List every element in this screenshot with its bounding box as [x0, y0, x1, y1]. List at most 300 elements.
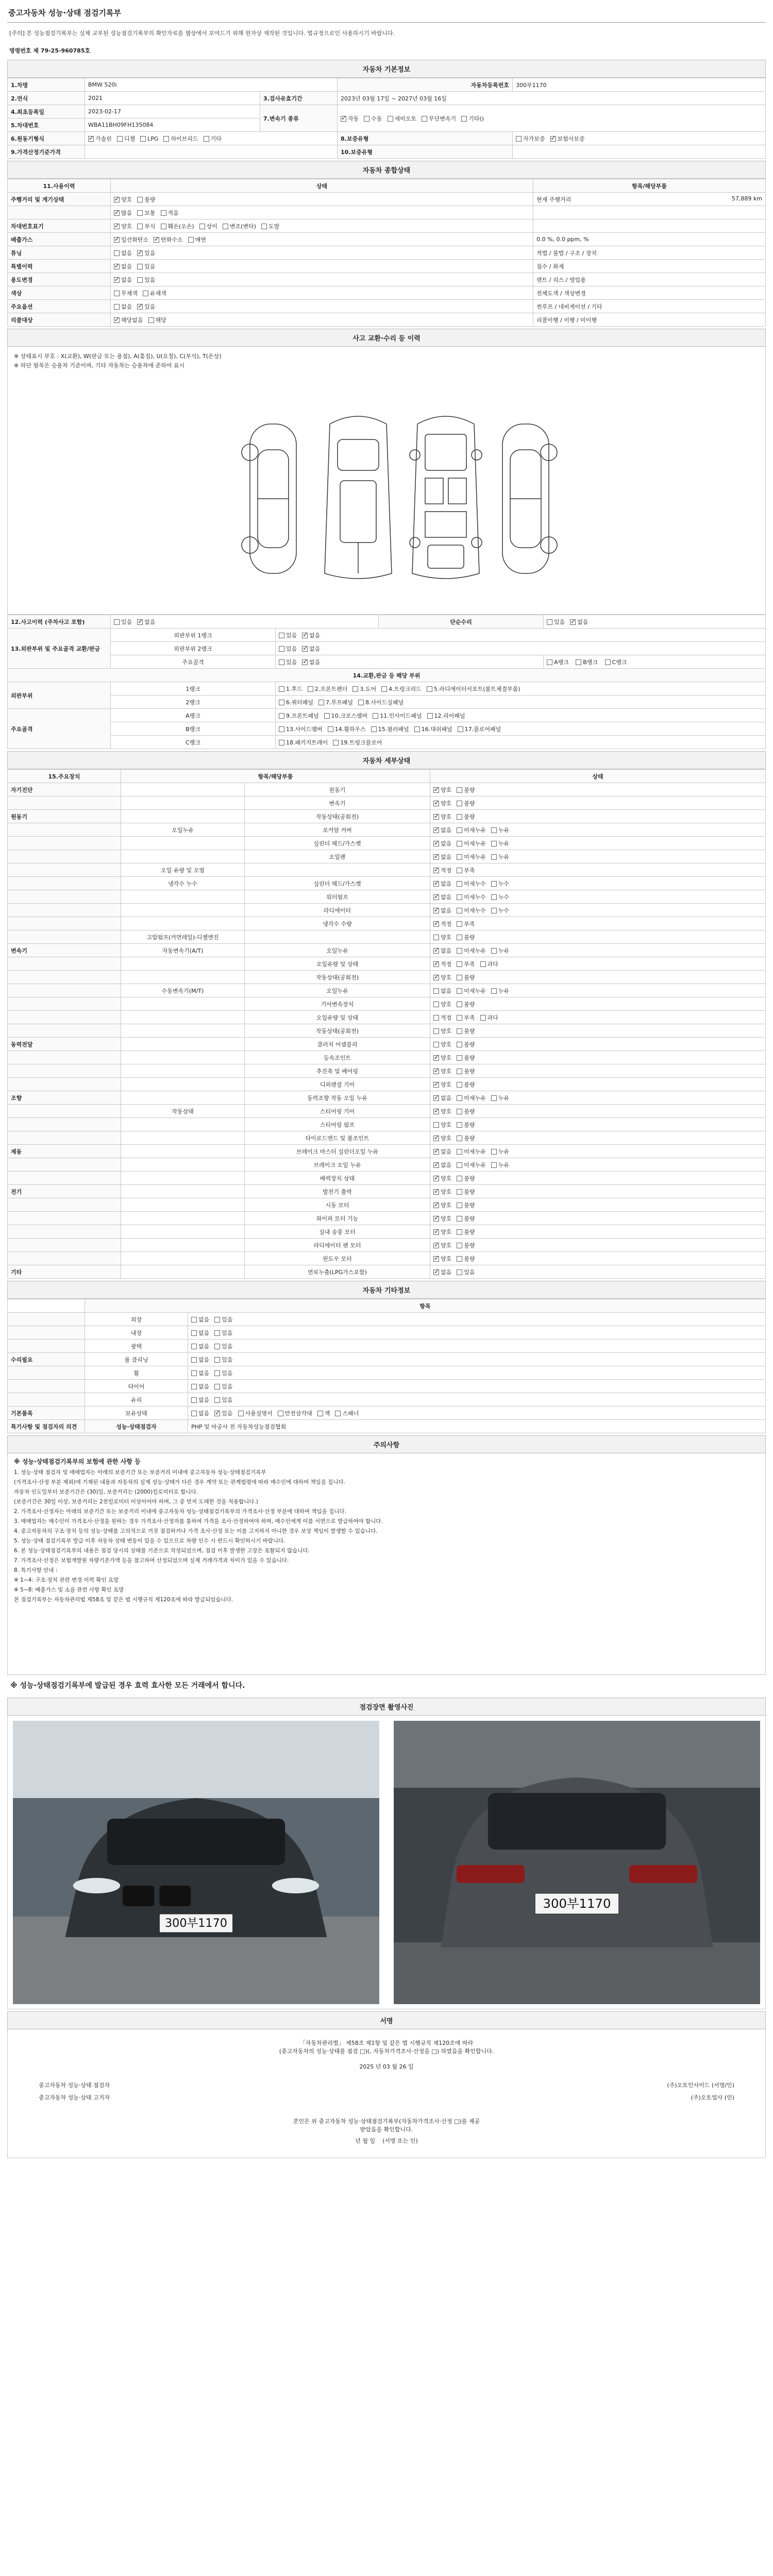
- detail-subgroup: [121, 1239, 245, 1252]
- detail-group: [8, 917, 121, 930]
- accident-history-options-option-label: 없음: [144, 618, 156, 625]
- detail-group: [8, 877, 121, 890]
- status-option: [114, 195, 132, 204]
- detail-row: [8, 1145, 766, 1158]
- checkbox-icon: [457, 1216, 462, 1222]
- checkbox-icon: [199, 224, 205, 229]
- transmission-options-option: [388, 114, 417, 123]
- appraiser-label: 중고자동차 성능·상태 고지자: [39, 2094, 110, 2101]
- detail-row: [8, 957, 766, 971]
- checkbox-icon: [433, 975, 439, 980]
- extra-item: 보유상태: [85, 1406, 188, 1420]
- caution-line: 4. 중고자동차의 구조·장치 등의 성능·상태를 고의적으로 거짓 점검하거나 가격 조사·산정 또는 이를 고지하지 아니한 경우 보상 책임이 발생할 수 있습니다.: [14, 1528, 378, 1534]
- other-option-label: 없음: [198, 1343, 210, 1350]
- detail-option-label: 미세누유: [464, 853, 486, 860]
- detail-group: [8, 1212, 121, 1225]
- detail-option: [433, 987, 451, 995]
- detail-subgroup: 수동변속기(M/T): [121, 984, 245, 997]
- first-reg-value: 2023-02-17: [85, 105, 260, 118]
- usage-value: [513, 145, 766, 159]
- checkbox-icon: [302, 659, 308, 665]
- detail-option: [457, 920, 475, 928]
- status-row: [8, 233, 766, 246]
- detail-row: [8, 1051, 766, 1064]
- caution-header: 주의사항: [7, 1435, 766, 1453]
- frame-parts-label: 주요골격: [8, 709, 111, 749]
- part-option-label: 9.프론트패널: [286, 712, 319, 719]
- warranty-options-option: [516, 134, 545, 143]
- rank-a-label: A랭크: [554, 658, 569, 666]
- detail-subgroup: 냉각수 누수: [121, 877, 245, 890]
- detail-group: 조향: [8, 1091, 121, 1105]
- transmission-options: [338, 105, 766, 132]
- detail-option-label: 양호: [441, 1081, 452, 1088]
- detail-item: 라디에이터: [245, 904, 430, 917]
- detail-row: [8, 1091, 766, 1105]
- detail-options: [430, 850, 766, 863]
- detail-option-label: 누유: [498, 840, 510, 847]
- detail-item: 클러치 어셈블리: [245, 1038, 430, 1051]
- checkbox-icon: [457, 1176, 462, 1181]
- detail-option: [457, 1107, 475, 1115]
- detail-option-label: 없음: [441, 1148, 452, 1155]
- detail-option: [457, 1094, 486, 1102]
- checkbox-icon: [433, 935, 439, 940]
- part-option: [381, 685, 422, 693]
- detail-subgroup: [121, 1212, 245, 1225]
- simple-repair-options: [544, 615, 766, 629]
- detail-option-label: 양호: [441, 1175, 452, 1182]
- checkbox-icon: [433, 868, 439, 873]
- detail-option-label: 양호: [441, 974, 452, 981]
- detail-item: 변속기: [245, 796, 430, 810]
- checkbox-icon: [570, 619, 576, 625]
- detail-group: [8, 823, 121, 837]
- checkbox-icon: [491, 1162, 497, 1168]
- status-row-options: [111, 206, 533, 219]
- status-option-label: 해당없음: [121, 316, 143, 324]
- detail-group: [8, 1011, 121, 1024]
- detail-row: [8, 1024, 766, 1038]
- status-option-label: 있음: [144, 276, 156, 283]
- detail-options: [430, 1091, 766, 1105]
- sign-header: 서명: [7, 2011, 766, 2029]
- detail-option-label: 불량: [464, 1228, 475, 1235]
- sign-parties: [39, 2081, 734, 2102]
- detail-option-label: 양호: [441, 1228, 452, 1235]
- detail-option: [433, 1040, 451, 1048]
- detail-option-label: 있음: [464, 1268, 475, 1276]
- detail-option-label: 양호: [441, 1067, 452, 1075]
- detail-row: [8, 1078, 766, 1091]
- status-row-note: [533, 273, 766, 286]
- detail-group: [8, 863, 121, 877]
- status-option: [137, 222, 155, 230]
- part-option: [427, 711, 465, 720]
- bottom-warning: ※ 성능·상태점검기록부에 발급된 경우 효력 효사한 모든 거래에서 합니다.: [10, 1682, 245, 1690]
- detail-item: 오일유량 및 상태: [245, 1011, 430, 1024]
- part-option-label: 17.플로어패널: [464, 725, 501, 733]
- checkbox-icon: [491, 948, 497, 954]
- front-inspection-photo: [13, 1721, 379, 2004]
- checkbox-icon: [457, 975, 462, 980]
- detail-options: [430, 1038, 766, 1051]
- checkbox-icon: [433, 1256, 439, 1262]
- detail-option-label: 누유: [498, 1148, 510, 1155]
- confirm-line-2: 받았음을 확인합니다.: [360, 2126, 413, 2133]
- detail-option: [457, 812, 475, 821]
- other-options: [188, 1393, 766, 1406]
- detail-subgroup: [121, 957, 245, 971]
- detail-option-label: 양호: [441, 1108, 452, 1115]
- detail-options: [430, 1051, 766, 1064]
- checkbox-icon: [88, 136, 94, 142]
- detail-options: [430, 1078, 766, 1091]
- checkbox-icon: [433, 1095, 439, 1101]
- part-option: [458, 725, 501, 733]
- status-option-label: 없음: [121, 303, 132, 310]
- part-option-label: 15.필러패널: [378, 725, 409, 733]
- detail-row: [8, 1198, 766, 1212]
- status-option: [137, 276, 155, 284]
- detail-group: [8, 1131, 121, 1145]
- part-option-label: 12.리어패널: [434, 712, 465, 719]
- checkbox-icon: [161, 210, 166, 216]
- detail-option: [491, 1094, 509, 1102]
- other-options: [188, 1353, 766, 1366]
- detail-options: [430, 971, 766, 984]
- detail-option-label: 미세누유: [464, 1148, 486, 1155]
- detail-option-label: 없음: [441, 853, 452, 860]
- status-option: [114, 235, 148, 244]
- detail-subgroup: [121, 1198, 245, 1212]
- detail-item: 등속조인트: [245, 1051, 430, 1064]
- detail-option-label: 누수: [498, 907, 510, 914]
- status-row-options: [111, 286, 533, 300]
- perf-value-1: PHP 및 마공사: [191, 1423, 230, 1430]
- frame-item-options-option: [302, 658, 320, 666]
- status-option-label: 탄화수소: [161, 236, 183, 243]
- detail-option: [433, 799, 451, 807]
- price-label: 9.가격산정기준가격: [8, 145, 85, 159]
- checkbox-icon: [114, 619, 120, 625]
- checkbox-icon: [457, 908, 462, 913]
- checkbox-icon: [457, 1095, 462, 1101]
- checkbox-icon: [328, 726, 333, 732]
- status-row-note: [533, 219, 766, 233]
- part-option: [358, 698, 404, 706]
- detail-subgroup: [121, 1131, 245, 1145]
- detail-subgroup: [121, 1265, 245, 1279]
- other-rows: [8, 1313, 766, 1406]
- detail-option: [457, 866, 475, 874]
- detail-option-label: 미세누수: [464, 893, 486, 901]
- transmission-options-option-label: 세미오토: [394, 115, 417, 122]
- fuel-options-option: [117, 134, 135, 143]
- part-option: [279, 698, 313, 706]
- detail-subgroup: [121, 1158, 245, 1172]
- checkbox-icon: [433, 1028, 439, 1034]
- checkbox-icon: [457, 1028, 462, 1034]
- status-option-label: 있음: [144, 303, 156, 310]
- detail-row: [8, 823, 766, 837]
- detail-row: [8, 1011, 766, 1024]
- status-option: [114, 302, 132, 311]
- other-option-label: 있음: [222, 1356, 233, 1363]
- status-option: [137, 249, 155, 257]
- detail-option: [433, 906, 451, 914]
- detail-option: [457, 960, 475, 968]
- detail-row: [8, 783, 766, 796]
- outer-rank1-label: 외판부위 1랭크: [111, 629, 276, 642]
- detail-options: [430, 1011, 766, 1024]
- detail-option: [457, 1214, 475, 1223]
- other-option-label: 없음: [198, 1316, 210, 1323]
- detail-option: [457, 799, 475, 807]
- detail-options: [430, 810, 766, 823]
- detail-subgroup: [121, 1091, 245, 1105]
- part-option: [371, 725, 409, 733]
- buyer-confirm: [8, 2117, 765, 2145]
- status-col-state: 상태: [111, 179, 533, 193]
- status-option-label: 부식: [144, 223, 156, 230]
- caution-line: (가격조사·산정 부분 제외)에 기재된 내용과 자동차의 실제 성능·상태가 다른 경우 계약 또는 관계법령에 따라 매수인에 대하여 책임을 집니다.: [14, 1479, 345, 1485]
- other-option: [214, 1342, 232, 1350]
- other-option: [214, 1369, 232, 1377]
- basic-info-header: 자동차 기본정보: [7, 60, 766, 78]
- detail-group: 원동기: [8, 810, 121, 823]
- checkbox-icon: [433, 1162, 439, 1168]
- detail-options: [430, 783, 766, 796]
- checkbox-icon: [457, 988, 462, 994]
- status-note-text: 적법 / 불법 / 구조 / 장치: [536, 249, 597, 257]
- detail-options: [430, 944, 766, 957]
- checkbox-icon: [335, 1411, 341, 1416]
- detail-group: [8, 1158, 121, 1172]
- checkbox-icon: [137, 224, 143, 229]
- status-option-label: 불량: [144, 196, 156, 203]
- checkbox-icon: [223, 224, 228, 229]
- detail-options: [430, 1185, 766, 1198]
- checkbox-icon: [279, 700, 284, 705]
- status-row-label: 리콜대상: [8, 313, 111, 327]
- part-option: [279, 711, 319, 720]
- detail-option: [491, 839, 509, 848]
- simple-repair-options-option-label: 없음: [577, 618, 589, 625]
- part-option: [308, 685, 348, 693]
- status-option-label: 매연: [195, 236, 206, 243]
- part-option-label: 8.사이드실패널: [365, 699, 404, 706]
- checkbox-icon: [457, 1162, 462, 1168]
- detail-option-label: 없음: [441, 893, 452, 901]
- parts-rank2-label: 2랭크: [111, 696, 276, 709]
- other-group: [8, 1340, 85, 1353]
- transmission-options-option-label: 수동: [371, 115, 382, 122]
- buyer-date: 년 월 일: [355, 2138, 376, 2144]
- part-option-label: 16.대쉬패널: [421, 725, 452, 733]
- diagram-legend: [8, 347, 765, 376]
- fuel-options-option-label: LPG: [147, 135, 159, 142]
- checkbox-icon: [238, 1411, 244, 1416]
- detail-subgroup: [121, 904, 245, 917]
- usage-label: 10.보증유형: [338, 145, 513, 159]
- detail-group: [8, 890, 121, 904]
- checkbox-icon: [491, 908, 497, 913]
- detail-option-label: 양호: [441, 1134, 452, 1142]
- other-item: 휠: [85, 1366, 188, 1380]
- detail-options: [430, 1198, 766, 1212]
- other-option: [191, 1369, 209, 1377]
- status-option-label: 없음: [121, 276, 132, 283]
- detail-option: [491, 987, 509, 995]
- checkbox-icon: [191, 1317, 197, 1323]
- detail-option-label: 불량: [464, 1041, 475, 1048]
- other-option-label: 있음: [222, 1316, 233, 1323]
- detail-options: [430, 796, 766, 810]
- other-row: [8, 1313, 766, 1326]
- status-row-note: [533, 246, 766, 260]
- checkbox-icon: [422, 116, 427, 122]
- detail-item: 시동 모터: [245, 1198, 430, 1212]
- checkbox-icon: [427, 713, 433, 719]
- rank-b-checkbox: [576, 659, 581, 665]
- fuel-options-option: [140, 135, 158, 142]
- photos-area: [7, 1716, 766, 2009]
- fuel-label: 6.원동기형식: [8, 132, 85, 145]
- checkbox-icon: [457, 1055, 462, 1061]
- outer-rank1-options-option-label: 있음: [286, 632, 297, 639]
- status-row-label: 배출가스: [8, 233, 111, 246]
- detail-option-label: 적정: [441, 920, 452, 927]
- checkbox-icon: [433, 1109, 439, 1114]
- detail-option: [433, 933, 451, 941]
- other-group: [8, 1393, 85, 1406]
- detail-row: [8, 1225, 766, 1239]
- detail-option: [491, 1147, 509, 1156]
- detail-subgroup: [121, 1252, 245, 1265]
- perf-checker-label: 성능·상태점검자: [85, 1420, 188, 1433]
- checkbox-icon: [457, 961, 462, 967]
- other-option-label: 없음: [198, 1356, 210, 1363]
- detail-table: [7, 769, 766, 1279]
- detail-options: [430, 1265, 766, 1279]
- checkbox-icon: [457, 801, 462, 806]
- parts-rank1-list: [276, 682, 766, 696]
- detail-option: [457, 987, 486, 995]
- other-option: [214, 1382, 232, 1391]
- detail-option: [457, 1241, 475, 1249]
- other-row: [8, 1380, 766, 1393]
- detail-option: [491, 826, 509, 834]
- detail-option: [433, 786, 451, 794]
- detail-options: [430, 1064, 766, 1078]
- first-reg-label: 4.최초등록일: [8, 105, 85, 118]
- checkbox-icon: [433, 1042, 439, 1047]
- accident-header: 사고 교환·수리 등 이력: [7, 329, 766, 347]
- detail-item: 작동상태(공회전): [245, 1024, 430, 1038]
- detail-option: [457, 826, 486, 834]
- warranty-options-option: [550, 134, 585, 143]
- extra-options-option-label: 스패너: [342, 1410, 359, 1417]
- detail-group: 기타: [8, 1265, 121, 1279]
- other-item: 룸 클리닝: [85, 1353, 188, 1366]
- detail-row: [8, 863, 766, 877]
- other-row: [8, 1340, 766, 1353]
- detail-option-label: 불량: [464, 1081, 475, 1088]
- detail-options: [430, 997, 766, 1011]
- frame-item-options-option-label: 없음: [309, 658, 321, 666]
- detail-row: [8, 1239, 766, 1252]
- detail-option-label: 불량: [464, 1054, 475, 1061]
- detail-option-label: 없음: [441, 1094, 452, 1101]
- detail-row: [8, 1131, 766, 1145]
- detail-item: 디퍼렌셜 기어: [245, 1078, 430, 1091]
- status-row-options: [111, 273, 533, 286]
- accident-history-options-option: [137, 618, 155, 626]
- checkbox-icon: [114, 291, 120, 296]
- detail-row: [8, 984, 766, 997]
- part-option: [414, 725, 452, 733]
- part-option: [328, 725, 366, 733]
- detail-option: [491, 879, 509, 888]
- checkbox-icon: [388, 116, 393, 122]
- part-option-label: 14.휠하우스: [334, 725, 366, 733]
- detail-option-label: 누수: [498, 893, 510, 901]
- status-option: [137, 262, 155, 270]
- status-row-note: [533, 260, 766, 273]
- detail-item: 원동기: [245, 783, 430, 796]
- car-outline-diagram: [240, 403, 559, 594]
- buyer-signature: (서명 또는 인): [382, 2138, 418, 2144]
- checkbox-icon: [433, 881, 439, 887]
- checkbox-icon: [114, 250, 120, 256]
- detail-item: 실린더 헤드/가스켓: [245, 877, 430, 890]
- checkbox-icon: [457, 1082, 462, 1088]
- other-item: 광택: [85, 1340, 188, 1353]
- checkbox-icon: [457, 948, 462, 954]
- part-option: [373, 711, 422, 720]
- detail-option: [457, 1013, 475, 1022]
- extra-options-option-label: 잭: [324, 1410, 330, 1417]
- detail-group: [8, 1051, 121, 1064]
- simple-repair-label: 단순수리: [379, 615, 544, 629]
- checkbox-icon: [137, 304, 143, 310]
- part-option-label: 7.루프패널: [326, 699, 353, 706]
- detail-options: [430, 1172, 766, 1185]
- detail-item: 워터펌프: [245, 890, 430, 904]
- status-option: [188, 235, 206, 244]
- detail-group: [8, 1172, 121, 1185]
- checkbox-icon: [433, 1176, 439, 1181]
- detail-option: [457, 1067, 475, 1075]
- extra-options-option-label: 안전삼각대: [284, 1410, 312, 1417]
- detail-options: [430, 1105, 766, 1118]
- other-group: [8, 1366, 85, 1380]
- other-option-label: 없음: [198, 1383, 210, 1390]
- caution-line: 7. 가격조사·산정은 보험개발원 차량기준가액 등을 참고하여 산정되었으며 실제 거래가격과 차이가 있을 수 있습니다.: [14, 1557, 289, 1564]
- extra-options-option: [191, 1409, 209, 1417]
- car-diagram-area: [7, 347, 766, 615]
- price-value: [85, 145, 338, 159]
- detail-option-label: 양호: [441, 1215, 452, 1222]
- detail-option-label: 미세누유: [464, 1161, 486, 1168]
- extra-options-option: [317, 1409, 330, 1417]
- checkbox-icon: [324, 713, 330, 719]
- detail-row: [8, 1212, 766, 1225]
- sign-statement: [8, 2039, 765, 2071]
- detail-subgroup: [121, 837, 245, 850]
- car-front-photo-icon: [13, 1721, 379, 2004]
